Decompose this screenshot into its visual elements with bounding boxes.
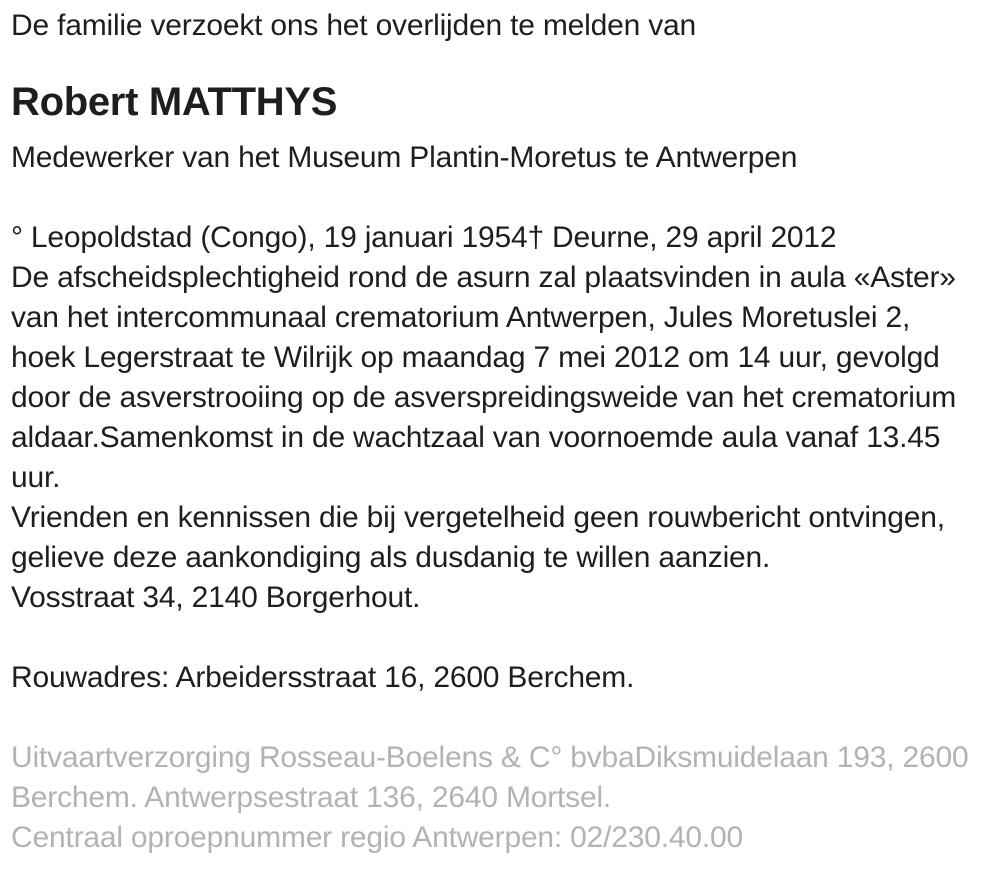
funeral-home-block [11, 738, 989, 858]
ceremony-line: hoek Legerstraat te Wilrijk op maandag 7 mei 2012 om 14 uur, gevolgd [11, 341, 940, 374]
mourning-address: Rouwadres: Arbeidersstraat 16, 2600 Berchem. [11, 661, 635, 694]
notice-line: Vrienden en kennissen die bij vergetelheid geen rouwbericht ontvingen, [11, 501, 945, 534]
home-address: Vosstraat 34, 2140 Borgerhout. [11, 581, 421, 614]
funeral-home-line: Berchem. Antwerpsestraat 136, 2640 Mortsel. [11, 781, 612, 814]
ceremony-line: uur. [11, 461, 61, 494]
ceremony-line: aldaar.Samenkomst in de wachtzaal van voornoemde aula vanaf 13.45 [11, 421, 941, 454]
ceremony-block [11, 218, 989, 618]
ceremony-line: van het intercommunaal crematorium Antwerpen, Jules Moretuslei 2, [11, 301, 911, 334]
notice-line: gelieve deze aankondiging als dusdanig te willen aanzien. [11, 541, 771, 574]
ceremony-line: De afscheidsplechtigheid rond de asurn zal plaatsvinden in aula «Aster» [11, 261, 956, 294]
deceased-role: Medewerker van het Museum Plantin-Moretus te Antwerpen [11, 141, 798, 174]
intro-line: De familie verzoekt ons het overlijden te melden van [11, 9, 696, 42]
funeral-home-line: Uitvaartverzorging Rosseau-Boelens & C° bvbaDiksmuidelaan 193, 2600 [11, 741, 969, 774]
birth-death-line [11, 218, 989, 258]
deceased-name: Robert MATTHYS [11, 80, 338, 124]
funeral-home-line: Centraal oproepnummer regio Antwerpen: 02/230.40.00 [11, 821, 743, 854]
death-info: † Deurne, 29 april 2012 [527, 221, 837, 254]
birth-info: ° Leopoldstad (Congo), 19 januari 1954 [11, 221, 528, 254]
ceremony-line: door de asverstrooiing op de asverspreidingsweide van het crematorium [11, 381, 957, 414]
